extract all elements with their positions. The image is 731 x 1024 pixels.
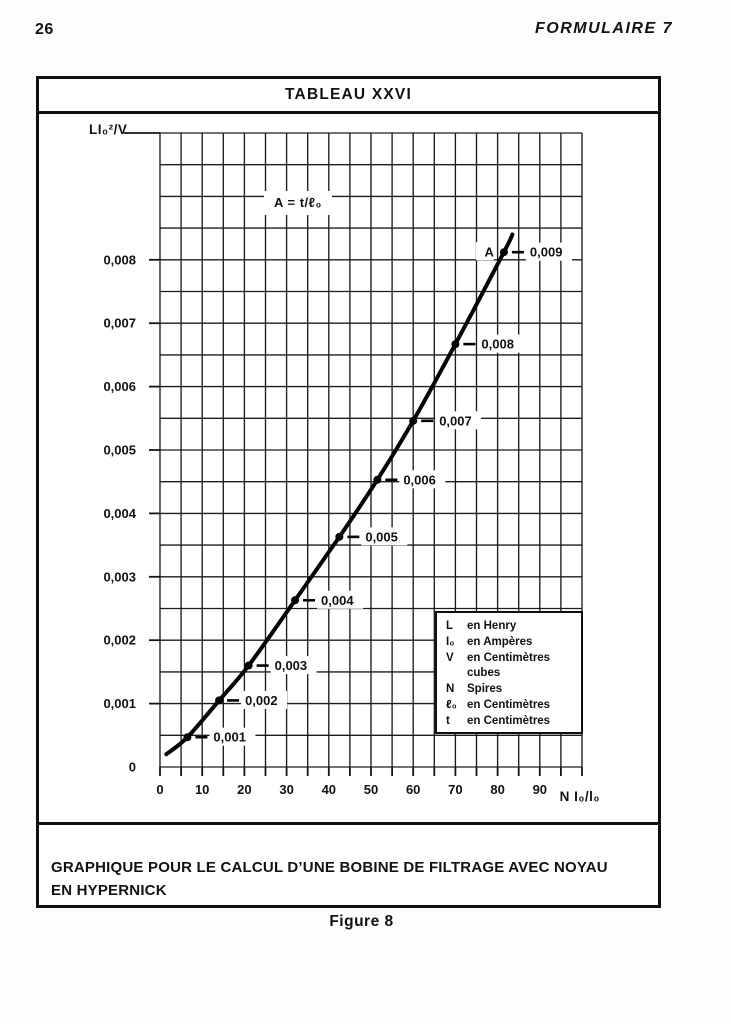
legend-text: Spires (467, 683, 503, 696)
svg-text:0,007: 0,007 (439, 413, 472, 429)
svg-text:0,005: 0,005 (365, 529, 398, 545)
legend-text: en Centimètres (467, 651, 551, 664)
svg-text:70: 70 (448, 782, 463, 797)
legend-row (446, 635, 577, 651)
svg-text:0,002: 0,002 (103, 632, 136, 648)
figure-frame (36, 76, 661, 908)
svg-text:0,001: 0,001 (213, 729, 246, 745)
svg-text:0,003: 0,003 (274, 658, 308, 674)
page-number: 26 (35, 21, 54, 38)
svg-text:50: 50 (363, 782, 379, 797)
svg-text:A: A (484, 244, 494, 260)
legend-symbol: t (446, 714, 450, 727)
legend-symbol: ℓ₀ (446, 698, 457, 711)
figure-caption (39, 822, 658, 905)
legend-symbol: N (446, 683, 455, 696)
svg-text:0: 0 (156, 782, 164, 797)
legend-symbol: I₀ (446, 635, 455, 648)
chart-region (39, 114, 658, 822)
svg-text:0,007: 0,007 (103, 315, 136, 331)
svg-text:10: 10 (194, 782, 210, 797)
table-title: TABLEAU XXVI (39, 79, 658, 114)
legend-row (446, 666, 577, 682)
svg-text:0,004: 0,004 (103, 505, 136, 521)
running-title: FORMULAIRE 7 (535, 20, 673, 37)
svg-text:40: 40 (321, 782, 337, 797)
x-axis-title: N I₀/l₀ (559, 789, 600, 804)
svg-text:0,002: 0,002 (245, 692, 278, 708)
svg-text:80: 80 (490, 782, 505, 797)
svg-text:0,008: 0,008 (481, 336, 514, 352)
legend-text: en Centimètres (467, 714, 551, 727)
legend-text: en Ampères (467, 635, 533, 648)
svg-text:0,008: 0,008 (103, 252, 136, 268)
svg-text:30: 30 (279, 782, 294, 797)
legend-row (446, 698, 577, 714)
svg-text:0,005: 0,005 (103, 442, 136, 458)
figure-number-label: Figure 8 (329, 913, 394, 930)
svg-text:0,004: 0,004 (321, 592, 354, 608)
caption-line-2: EN HYPERNICK (51, 882, 167, 899)
svg-text:0: 0 (128, 759, 136, 775)
legend-text: en Centimètres (467, 698, 551, 711)
svg-text:0,006: 0,006 (403, 472, 436, 488)
svg-text:60: 60 (405, 782, 421, 797)
svg-text:0,009: 0,009 (529, 244, 563, 260)
y-axis-title: LI₀²/V (89, 122, 128, 137)
legend-symbol (446, 666, 467, 682)
svg-text:0,003: 0,003 (103, 569, 136, 585)
legend-symbol: V (446, 651, 454, 664)
legend-text: en Henry (467, 620, 517, 632)
svg-text:90: 90 (532, 782, 548, 797)
svg-text:20: 20 (237, 782, 252, 797)
units-legend (435, 611, 583, 734)
legend-row (446, 714, 577, 730)
formula-annotation: A = t/ℓ₀ (264, 191, 332, 215)
legend-row (446, 619, 577, 635)
svg-text:0,006: 0,006 (103, 379, 136, 395)
legend-symbol: L (446, 620, 454, 632)
legend-row (446, 682, 577, 698)
legend-row (446, 651, 577, 667)
legend-text: cubes (467, 667, 501, 680)
caption-line-1: GRAPHIQUE POUR LE CALCUL D’UNE BOBINE DE FILTRAGE AVEC NOYAU (51, 859, 608, 876)
svg-text:0,001: 0,001 (103, 696, 136, 712)
